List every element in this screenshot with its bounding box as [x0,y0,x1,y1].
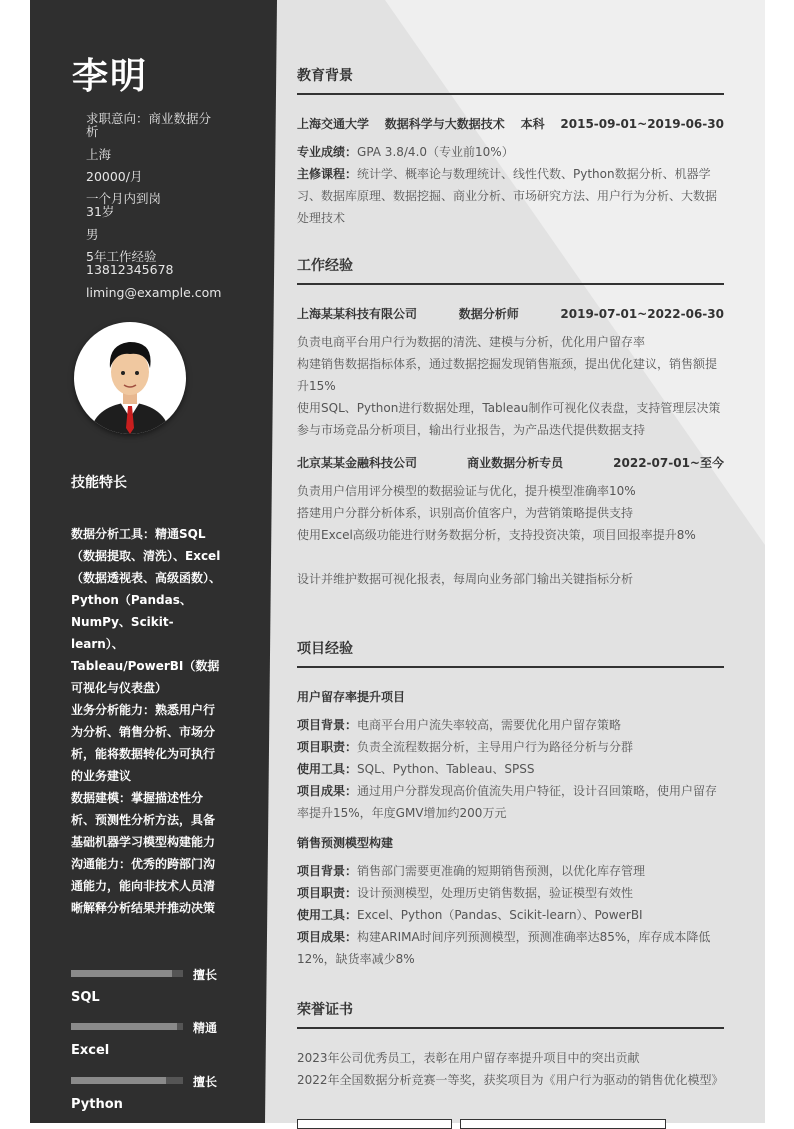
email: liming@example.com [86,285,222,300]
company: 上海某某科技有限公司 [297,307,418,321]
experience-years: 5年工作经验 [86,249,157,264]
project-name: 用户留存率提升项目 [297,690,406,704]
honors-section [297,999,724,1091]
skill-bar-python [71,1077,183,1084]
skills-heading: 技能特长 [71,475,127,491]
age: 31岁 [86,204,115,219]
skill-item: 业务分析能力：熟悉用户行为分析、销售分析、市场分析，能将数据转化为可执行的业务建议 [71,703,216,783]
skill-item: 沟通能力：优秀的跨部门沟通能力，能向非技术人员清晰解释分析结果并推动决策 [71,857,216,915]
salary: 20000/月 [86,169,143,184]
job-duty: 使用SQL、Python进行数据处理，Tableau制作可视化仪表盘，支持管理层决策 [297,401,721,415]
candidate-name: 李明 [72,56,149,97]
job-duty: 负责电商平台用户行为数据的清洗、建模与分析，优化用户留存率 [297,335,646,349]
skill-bar-fill [71,1023,177,1030]
honor-item: 2022年全国数据分析竞赛一等奖，获奖项目为《用户行为驱动的销售优化模型》 [297,1073,724,1087]
projects-section: 项目经验 用户留存率提升项目 项目背景：电商平台用户流失率较高，需要优化用户留存策略 项目职责：负责全流程数据分析，主导用户行为路径分析与分群 使用工具：SQL、Python、Tableau、SPSS 项目成果：通过用户分群发现高价值流失用户特征，设计召回策略，使用户留存率提升15%，年度GMV增加约200万元 销售预测模型构建 项目背景：销售部门需要更准确的短期销售预测，以优化库存管理 项目职责：设计预测模型，处理历史销售数据，验证模型有效性 使用工具：Excel、Python（Pandas、Scikit-learn）、PowerBI 项目成果：构建ARIMA时间序列预测模型，预测准确率达85%，库存成本降低12%，缺货率减少8% [297,638,724,970]
company: 北京某某金融科技公司 [297,456,418,470]
section-heading: 工作经验 [297,255,724,285]
school: 上海交通大学 [297,117,370,131]
gender: 男 [86,227,99,242]
city: 上海 [86,147,112,162]
courses: 统计学、概率论与数理统计、线性代数、Python数据分析、机器学习、数据库原理、数据挖掘、商业分析、市场研究方法、用户行为分析、大数据处理技术 [297,167,718,225]
availability: 一个月内到岗 [86,191,162,206]
project-name: 销售预测模型构建 [297,836,394,850]
gpa: GPA 3.8/4.0（专业前10%） [357,145,514,159]
job-duty [297,546,724,568]
skill-name: Excel [71,1043,110,1058]
avatar [74,322,186,434]
job-duty: 使用Excel高级功能进行财务数据分析，支持投资决策，项目回报率提升8% [297,528,696,542]
skill-item: 数据建模：掌握描述性分析、预测性分析方法，具备基础机器学习模型构建能力 [71,791,216,849]
phone: 13812345678 [86,262,174,277]
job-title: 商业数据分析专员 [467,456,564,470]
skill-bar-fill [71,1077,166,1084]
skill-name: SQL [71,990,100,1005]
job-duty: 负责用户信用评分模型的数据验证与优化，提升模型准确率10% [297,484,636,498]
work-section [297,255,724,590]
certificate-box [297,1119,452,1129]
skill-level: 精通 [193,1021,218,1035]
skill-bar-fill [71,970,172,977]
certificate-box [460,1119,666,1129]
skill-level: 擅长 [193,1075,218,1089]
job-duty: 参与市场竞品分析项目，输出行业报告，为产品迭代提供数据支持 [297,423,646,437]
skill-item: 数据分析工具：精通SQL（数据提取、清洗）、Excel（数据透视表、高级函数）、Python（Pandas、NumPy、Scikit-learn）、Tableau/PowerBI（数据可视化与仪表盘） [71,527,222,695]
job-intent: 求职意向：商业数据分析 [86,111,212,139]
skills-list [71,523,221,919]
job-duty: 搭建用户分群分析体系，识别高价值客户，为营销策略提供支持 [297,506,634,520]
skill-level: 擅长 [193,968,218,982]
job-duty: 构建销售数据指标体系，通过数据挖掘发现销售瓶颈，提出优化建议，销售额提升15% [297,357,718,393]
period: 2015-09-01~2019-06-30 [560,117,724,131]
section-heading: 教育背景 [297,65,724,95]
section-heading: 项目经验 [297,638,724,668]
honor-item: 2023年公司优秀员工，表彰在用户留存率提升项目中的突出贡献 [297,1051,640,1065]
skill-bar-excel [71,1023,183,1030]
education-section: 教育背景 上海交通大学 数据科学与大数据技术 本科 2015-09-01~2019-06-30 专业成绩：GPA 3.8/4.0（专业前10%） 主修课程：统计学、概率论与数理统计、线性代数、Python数据分析、机器学习、数据库原理、数据挖掘、商业分析、市场研究方法、用户行为分析、大数据处理技术 [297,65,724,229]
job-title: 数据分析师 [458,307,519,321]
period: 2022-07-01~至今 [613,456,724,470]
job-duty: 设计并维护数据可视化报表，每周向业务部门输出关键指标分析 [297,572,634,586]
skill-name: Python [71,1097,123,1112]
degree: 本科 [520,117,545,131]
skill-bar-sql [71,970,183,977]
major: 数据科学与大数据技术 [384,117,505,131]
period: 2019-07-01~2022-06-30 [560,307,724,321]
section-heading: 荣誉证书 [297,999,724,1029]
